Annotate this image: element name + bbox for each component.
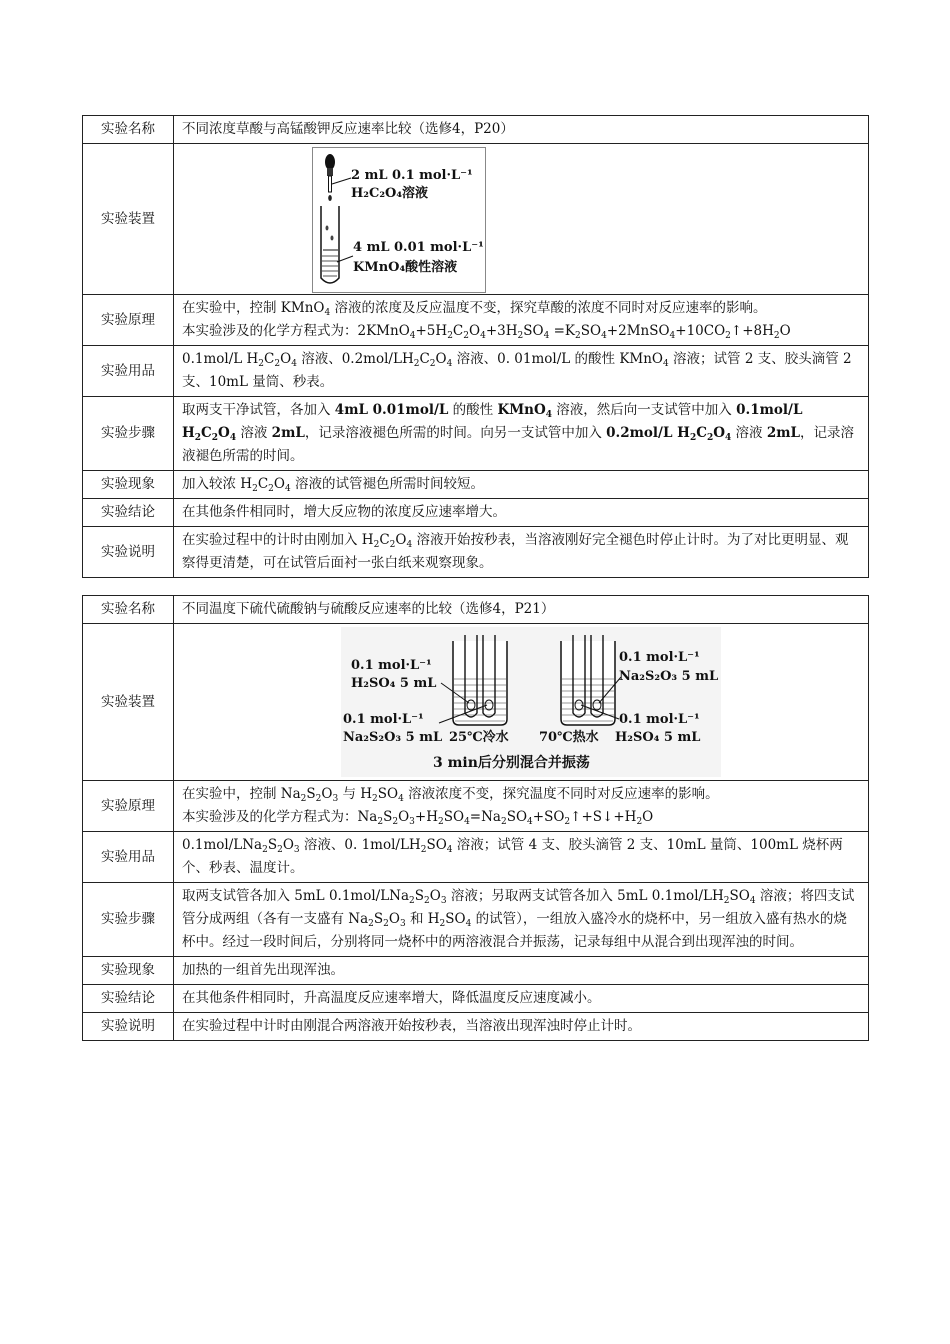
steps-text: 取两支干净试管，各加入 4mL 0.01mol/L 的酸性 KMnO$_4$ 溶液，然后向一支试管中加入 0.1mol/L $H_2C_2O_4$ 溶液 2mL，记录溶液褪色所需的时间。向另一支试管中加入 0.2mol/L $H_2C_2O_4$ 溶液 2mL，记录溶液褪色所需的时间。 xyxy=(174,397,869,471)
label-supplies: 实验用品 xyxy=(83,832,174,883)
experiment-table-1 xyxy=(82,115,869,578)
experiment-name: 不同浓度草酸与高锰酸钾反应速率比较（选修4，P20） xyxy=(174,116,869,144)
figure2-left-top-2: H₂SO₄ 5 mL xyxy=(351,676,437,691)
figure1-label-top-1: 2 mL 0.1 mol·L⁻¹ xyxy=(351,168,473,183)
figure2-left-bottom-1: 0.1 mol·L⁻¹ xyxy=(343,712,424,727)
test-tube-dropper-figure xyxy=(312,147,486,293)
figure1-label-bottom-1: 4 mL 0.01 mol·L⁻¹ xyxy=(353,240,484,255)
label-principle: 实验原理 xyxy=(83,295,174,346)
supplies-text: 0.1mol/L $H_2C_2O_4$ 溶液、$0.2mol/LH_2C_2O_4$ 溶液、0. 01mol/L 的酸性 KMnO$_4$ 溶液；试管 2 支、胶头滴管 2 支、10mL 量筒、秒表。 xyxy=(174,346,869,397)
experiment-name: 不同温度下硫代硫酸钠与硫酸反应速率的比较（选修4，P21） xyxy=(174,596,869,624)
conclusion-text: 在其他条件相同时，增大反应物的浓度反应速率增大。 xyxy=(174,499,869,527)
label-steps: 实验步骤 xyxy=(83,883,174,957)
label-phenomenon: 实验现象 xyxy=(83,471,174,499)
figure2-right-bottom-1: 0.1 mol·L⁻¹ xyxy=(619,712,700,727)
label-device: 实验装置 xyxy=(83,624,174,781)
steps-text: 取两支试管各加入 5mL $0.1mol/LNa_2S_2O_3$ 溶液；另取两支试管各加入 5mL $0.1mol/LH_2SO_4$ 溶液；将四支试管分成两组（各有一支盛有 $Na_2S_2O_3$ 和 $H_2SO_4$ 的试管），一组放入盛冷水的烧杯中，另一组放入盛有热水的烧杯中。经过一段时间后，分别将同一烧杯中的两溶液混合并振荡，记录每组中从混合到出现浑浊的时间。 xyxy=(174,883,869,957)
device-cell xyxy=(174,144,869,295)
figure2-right-bottom-2: H₂SO₄ 5 mL xyxy=(615,730,701,745)
figure2-right-top-1: 0.1 mol·L⁻¹ xyxy=(619,650,700,665)
conclusion-text: 在其他条件相同时，升高温度反应速率增大，降低温度反应速度减小。 xyxy=(174,985,869,1013)
label-principle: 实验原理 xyxy=(83,781,174,832)
label-notes: 实验说明 xyxy=(83,1013,174,1041)
label-steps: 实验步骤 xyxy=(83,397,174,471)
label-notes: 实验说明 xyxy=(83,527,174,578)
figure2-left-top-1: 0.1 mol·L⁻¹ xyxy=(351,658,432,673)
label-supplies: 实验用品 xyxy=(83,346,174,397)
supplies-text: $0.1mol/LNa_2S_2O_3$ 溶液、0. $1mol/LH_2SO_4$ 溶液；试管 4 支、胶头滴管 2 支、10mL 量筒、100mL 烧杯两个、秒表、温度计。 xyxy=(174,832,869,883)
figure1-label-bottom-2: KMnO₄酸性溶液 xyxy=(353,260,458,275)
figure2-left-bottom-2: Na₂S₂O₃ 5 mL xyxy=(343,730,443,745)
figure2-hot-water: 70℃热水 xyxy=(539,730,599,745)
figure2-cold-water: 25℃冷水 xyxy=(449,730,509,745)
label-phenomenon: 实验现象 xyxy=(83,957,174,985)
figure2-caption: 3 min后分别混合并振荡 xyxy=(433,755,590,771)
water-bath-figure xyxy=(341,627,721,777)
notes-text: 在实验过程中的计时由刚加入 $H_2C_2O_4$ 溶液开始按秒表，当溶液刚好完全褪色时停止计时。为了对比更明显、观察得更清楚，可在试管后面衬一张白纸来观察现象。 xyxy=(174,527,869,578)
label-conclusion: 实验结论 xyxy=(83,985,174,1013)
phenomenon-text: 加热的一组首先出现浑浊。 xyxy=(174,957,869,985)
experiment-table-2 xyxy=(82,595,869,1041)
figure2-right-top-2: Na₂S₂O₃ 5 mL xyxy=(619,669,719,684)
device-cell xyxy=(174,624,869,781)
label-device: 实验装置 xyxy=(83,144,174,295)
principle-text: 在实验中，控制 KMnO$_4$ 溶液的浓度及反应温度不变，探究草酸的浓度不同时对反应速率的影响。 本实验涉及的化学方程式为：$2KMnO_4+5H_2C_2O_4+3H_2SO_4$ $=K_2SO_4+2MnSO_4+10CO_2↑+8H_2O$ xyxy=(174,295,869,346)
figure1-label-top-2: H₂C₂O₄溶液 xyxy=(351,186,429,201)
label-conclusion: 实验结论 xyxy=(83,499,174,527)
notes-text: 在实验过程中计时由刚混合两溶液开始按秒表，当溶液出现浑浊时停止计时。 xyxy=(174,1013,869,1041)
principle-text: 在实验中，控制 $Na_2S_2O_3$ 与 $H_2SO_4$ 溶液浓度不变，探究温度不同时对反应速率的影响。 本实验涉及的化学方程式为：$Na_2S_2O_3+H_2SO_4=Na_2SO_4+SO_2↑+S↓+H_2O$ xyxy=(174,781,869,832)
label-name: 实验名称 xyxy=(83,116,174,144)
label-name: 实验名称 xyxy=(83,596,174,624)
phenomenon-text: 加入较浓 $H_2C_2O_4$ 溶液的试管褪色所需时间较短。 xyxy=(174,471,869,499)
